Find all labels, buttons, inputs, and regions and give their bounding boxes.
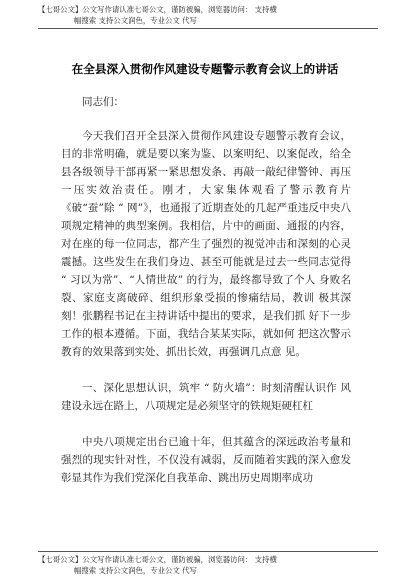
paragraph-2: 中央八项规定出台已逾十年，但其蕴含的深远政治考量和强烈的现实针对性，不仅没有减弱，反而随着实践的深入愈发彰显其作为我们党深化自我革命、跳出历史周期率成功 <box>61 436 351 484</box>
document-title: 在全县深入贯彻作风建设专题警示教育会议上的讲话 <box>71 62 339 76</box>
document-body <box>61 93 351 505</box>
header-line-2: 幅搜索 支持公文润色，专业公文 代写 <box>74 16 197 25</box>
page-footer <box>38 551 378 576</box>
header-line-1: 【七哥公文】公文写作请认准七哥公文，谨防被骗，浏览器访问： 支持横 <box>38 5 277 14</box>
footer-line-1: 【七哥公文】公文写作请认准七哥公文，谨防被骗，浏览器访问： 支持横 <box>38 555 277 564</box>
section-heading-1: 一、深化思想认识，筑牢 “ 防火墙”：时刻清醒认识作 风建设永远在路上，八项规定是必须坚守的铁规矩硬杠杠 <box>61 382 351 412</box>
paragraph-1: 今天我们召开全县深入贯彻作风建设专题警示教育会议，目的非常明确，就是要以案为鉴、以案明纪、以案促改，给全县各级领导干部再紧一紧思想发条、再敲一敲纪律警钟、再压一压实效治责任。刚才，大家集体观看了警示教育片《破“蚕”除 “ 网”》，也通报了近期查处的几起严重违反中央八项规定精神的典型案例。我相信，片中的画面、通报的内容，对在座的每一位同志，都产生了强烈的视觉冲击和深刻的心灵震撼。这些发生在我们身边、甚至可能就是过去一些同志觉得 “ 习以为常”、“人情世故” 的行为，最终都导致了个人 身败名裂、家庭支离破碎、组织形象受损的惨痛结局，教训 极其深刻！张鹏程书记在主持讲话中提出的要求，是我们抓 好下一步工作的根本遵循。下面，我结合某某实际，就如何 把这次警示教育的效果落到实处、抓出长效，再强调几点意 见。 <box>61 130 351 358</box>
footer-line-2: 幅搜索 支持公文润色，专业公文 代写 <box>74 566 197 575</box>
page-header <box>38 4 378 29</box>
salutation: 同志们： <box>82 96 124 108</box>
